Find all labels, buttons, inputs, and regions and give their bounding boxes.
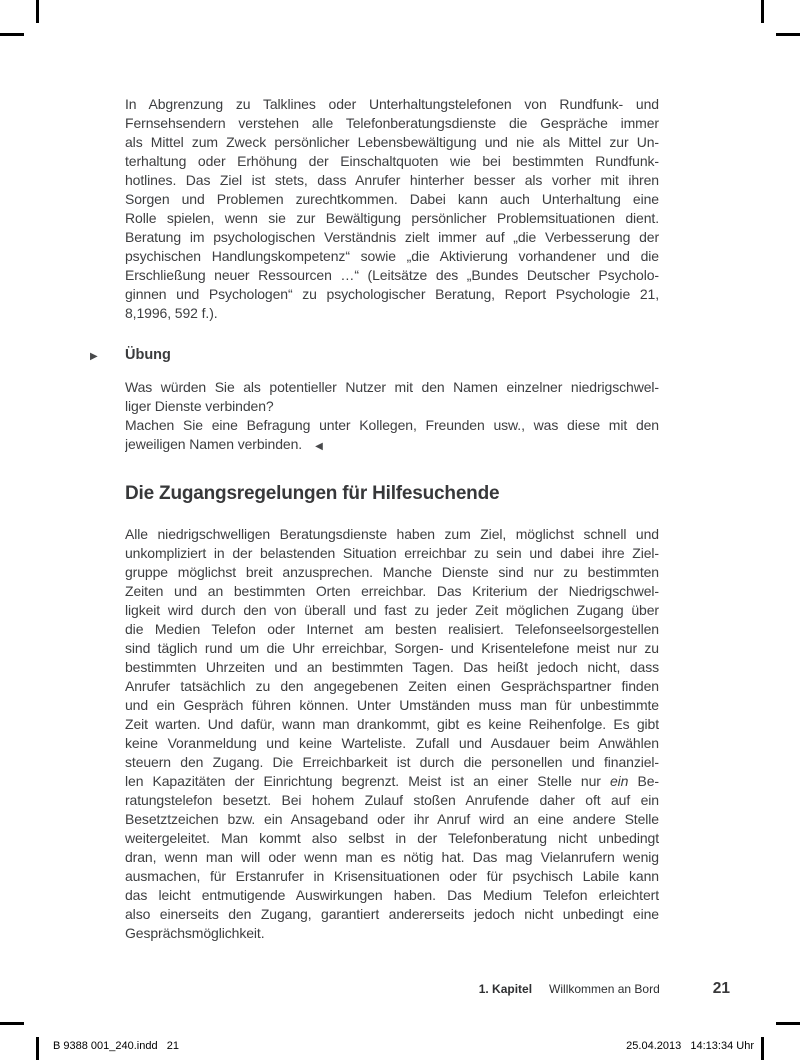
text-line: Besetztzeichen bzw. ein Ansageband oder ihr Anruf wird an eine andere Stelle <box>125 811 659 827</box>
section-heading: Die Zugangsregelungen für Hilfesuchende <box>125 483 500 504</box>
text-line: Sorgen und Problemen zurechtkommen. Dabei kann auch Unterhaltung eine <box>125 191 659 207</box>
crop-mark-bottom-left-horizontal <box>0 1022 24 1025</box>
text-line: ausmachen, für Erstanrufer in Krisensituationen oder für psychisch Labile kann <box>125 868 659 884</box>
text-line: bestimmten Uhrzeiten und an bestimmten Tagen. Das heißt jedoch nicht, dass <box>125 659 659 675</box>
text-line: unkompliziert in der belastenden Situation erreichbar zu sein und dabei ihre Ziel- <box>125 545 659 561</box>
text-line: also einerseits den Zugang, garantiert andererseits jedoch nicht unbedingt eine <box>125 906 659 922</box>
intro-paragraph <box>125 95 659 323</box>
text-line: In Abgrenzung zu Talklines oder Unterhaltungstelefonen von Rundfunk- und <box>125 96 659 112</box>
text-line: terhaltung oder Erhöhung der Einschaltquoten wie bei bestimmten Rundfunk- <box>125 153 659 169</box>
exercise-title: Übung <box>125 347 171 363</box>
text-line: das leicht entmutigende Auswirkungen haben. Das Medium Telefon erleichtert <box>125 887 659 903</box>
page-footer <box>125 980 730 998</box>
text-line: Fernsehsendern verstehen alle Telefonberatungsdienste die Gespräche immer <box>125 115 659 131</box>
text-line: ginnen und Psychologen“ zu psychologischer Beratung, Report Psychologie 21, <box>125 286 659 302</box>
exercise-end-icon: ◀ <box>315 441 323 452</box>
crop-mark-bottom-right-vertical <box>761 1037 764 1060</box>
print-slug-filename: B 9388 001_240.indd 21 <box>53 1040 180 1052</box>
text-line: Gesprächsmöglichkeit. <box>125 925 265 941</box>
main-paragraph <box>125 525 659 943</box>
exercise-last-line-text: jeweiligen Namen verbinden. <box>125 436 303 452</box>
exercise-paragraph <box>125 378 659 435</box>
text-line: Zeiten und an bestimmten Orten erreichbar. Das Kriterium der Niedrigschwel- <box>125 583 659 599</box>
text-line: hotlines. Das Ziel ist stets, dass Anrufer hinterher besser als vorher mit ihren <box>125 172 659 188</box>
text-line: Zeit warten. Und dafür, wann man drankommt, gibt es keine Reihenfolge. Es gibt <box>125 716 659 732</box>
crop-mark-top-right-vertical <box>761 0 764 23</box>
text-line: die Medien Telefon oder Internet am besten realisiert. Telefonseelsorgestellen <box>125 621 659 637</box>
text-line: ligkeit wird durch den von überall und fast zu jeder Zeit möglichen Zugang über <box>125 602 659 618</box>
exercise-start-icon: ▶ <box>90 351 98 362</box>
crop-mark-top-left-vertical <box>36 0 39 23</box>
text-line: steuern den Zugang. Die Erreichbarkeit ist durch die personellen und finanziel- <box>125 754 659 770</box>
text-line: keine Voranmeldung und keine Warteliste. Zufall und Ausdauer beim Anwählen <box>125 735 659 751</box>
text-line: Machen Sie eine Befragung unter Kollegen, Freunden usw., was diese mit den <box>125 417 659 433</box>
crop-mark-top-right-horizontal <box>776 33 800 36</box>
exercise-heading <box>90 345 171 364</box>
text-line: sind täglich rund um die Uhr erreichbar, Sorgen- und Krisentelefone meist nur zu <box>125 640 659 656</box>
crop-mark-top-left-horizontal <box>0 33 24 36</box>
text-line: Beratung im psychologischen Verständnis zielt immer auf „die Verbesserung der <box>125 229 659 245</box>
text-line: 8,1996, 592 f.). <box>125 305 218 321</box>
text-line: weitergeleitet. Man kommt also selbst in der Telefonberatung nicht unbedingt <box>125 830 659 846</box>
text-line: Rolle spielen, wenn sie zur Bewältigung persönlicher Problemsituationen dient. <box>125 210 659 226</box>
crop-mark-bottom-left-vertical <box>36 1037 39 1060</box>
text-line: dran, wenn man will oder wenn man es nötig hat. Das mag Vielanrufern wenig <box>125 849 659 865</box>
page-number: 21 <box>712 980 730 997</box>
print-slug-timestamp: 25.04.2013 14:13:34 Uhr <box>626 1040 754 1052</box>
crop-mark-bottom-right-horizontal <box>776 1022 800 1025</box>
chapter-title-label: Willkommen an Bord <box>549 982 660 996</box>
text-line: len Kapazitäten der Einrichtung begrenzt. Meist ist an einer Stelle nur ein Be- <box>125 773 659 789</box>
text-line: und ein Gespräch führen können. Unter Umständen muss man für unbestimmte <box>125 697 659 713</box>
text-line: psychischen Handlungskompetenz“ sowie „die Aktivierung vorhandener und die <box>125 248 659 264</box>
text-line: Alle niedrigschwelligen Beratungsdienste haben zum Ziel, möglichst schnell und <box>125 526 659 542</box>
text-line: Erschließung neuer Ressourcen …“ (Leitsätze des „Bundes Deutscher Psycholo- <box>125 267 659 283</box>
exercise-last-line <box>125 435 659 454</box>
text-line: Anrufer tatsächlich zu den angegebenen Zeiten einen Gesprächspartner finden <box>125 678 659 694</box>
text-line: gruppe möglichst breit anzusprechen. Manche Dienste sind nur zu bestimmten <box>125 564 659 580</box>
chapter-number-label: 1. Kapitel <box>478 982 533 996</box>
text-line: ratungstelefon besetzt. Bei hohem Zulauf stoßen Anrufende daher oft auf ein <box>125 792 659 808</box>
text-line: Was würden Sie als potentieller Nutzer mit den Namen einzelner niedrigschwel- <box>125 379 659 395</box>
text-line: liger Dienste verbinden? <box>125 398 274 414</box>
text-line: als Mittel zum Zweck persönlicher Lebensbewältigung und nie als Mittel zur Un- <box>125 134 659 150</box>
